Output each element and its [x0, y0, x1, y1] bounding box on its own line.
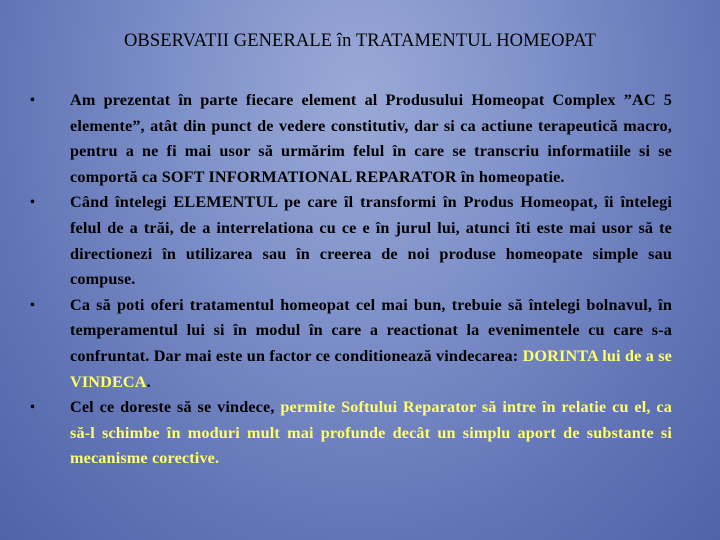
highlighted-text-4: permite Softului Reparator să intre în relatie cu el, ca să-l schimbe în moduri mult mai profunde decât un simplu aport de substante si mecanisme corective.	[70, 398, 672, 468]
bullet-text-4: Cel ce doreste să se vindece,	[70, 398, 281, 417]
bullet-item-1	[30, 88, 672, 190]
bullet-text-3-end: .	[146, 372, 151, 391]
bullet-text-3: Ca să poti oferi tratamentul homeopat cel mai bun, trebuie să întelegi bolnavul, în temperamentul lui si în modul în care a reactionat la evenimentele cu care s-a confruntat. Dar mai este un factor ce conditionează vindecarea:	[70, 295, 672, 365]
bullet-list	[30, 88, 672, 472]
highlighted-text-3: DORINTA lui de a se VINDECA	[70, 346, 672, 391]
bullet-marker: •	[30, 400, 36, 416]
bullet-item-4	[30, 395, 672, 472]
bullet-text-2: Când întelegi ELEMENTUL pe care îl transformi în Produs Homeopat, îi întelegi felul de a trăi, de a interrelationa cu ce e în jurul lui, atunci îti este mai usor să te directionezi în utilizarea sau în creerea de noi produse homeopate simple sau compuse.	[70, 193, 672, 289]
bullet-marker: •	[30, 195, 36, 211]
slide-title: OBSERVATII GENERALE în TRATAMENTUL HOMEOPAT	[123, 31, 597, 51]
bullet-marker: •	[30, 297, 36, 313]
bullet-text-1: Am prezentat în parte fiecare element al Produsului Homeopat Complex ”AC 5 elemente”, atât din punct de vedere constitutiv, dar si ca actiune terapeutică macro, pentru a ne fi mai usor să urmărim felul în care se transcriu informatiile si se comportă ca SOFT INFORMATIONAL REPARATOR în homeopatie.	[70, 91, 672, 186]
bullet-marker: •	[30, 93, 36, 108]
bullet-item-3	[30, 293, 672, 395]
bullet-item-2	[30, 190, 672, 292]
